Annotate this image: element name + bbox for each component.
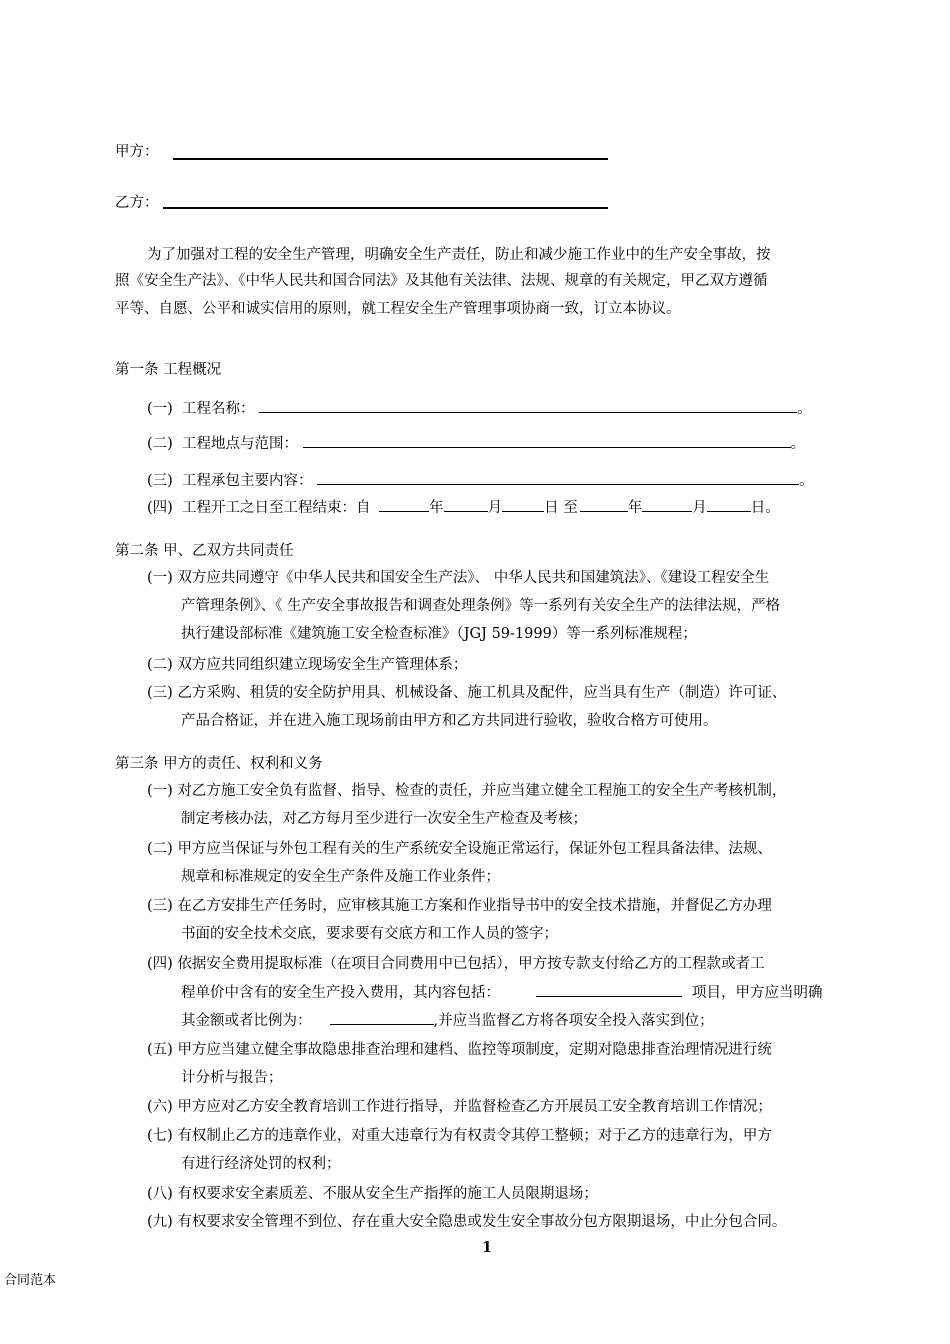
a2-item-1-line-1 [147,568,769,588]
amount-ratio-field[interactable] [330,1010,434,1025]
project-name-field[interactable] [259,398,797,413]
item-text: 有权制止乙方的违章作业，对重大违章行为有权责令其停工整顿；对于乙方的违章行为，甲方 [177,1128,772,1144]
day-label: 日 [544,500,559,516]
a2-item-2 [147,655,467,675]
item-text: 甲方应当建立健全事故隐患排查治理和建档、监控等项制度，定期对隐患排查治理情况进行统 [177,1042,772,1058]
a1-item-3 [147,470,814,491]
a3-item-5-line-2: 计分析与报告； [181,1070,283,1086]
project-location-label: 工程地点与范围： [182,436,299,452]
party-b-field[interactable] [163,207,608,209]
item-number: (二) [147,436,173,452]
item-text: 依据安全费用提取标准（在项目合同费用中已包括），甲方按专款支付给乙方的工程款或者工 [177,956,765,972]
start-month-field[interactable] [444,497,488,512]
a2-item-1-line-3: 执行建设部标准《建筑施工安全检查标准》（JGJ 59-1999）等一系列标准规程； [181,626,697,642]
a3-item-5-line-1 [147,1040,772,1060]
a3-item-9 [147,1212,786,1232]
a3-item-2-line-1 [147,839,772,859]
a3-item-3-line-1 [147,896,772,916]
a1-item-1 [147,398,812,419]
item-text: 甲方应对乙方安全教育培训工作进行指导，并监督检查乙方开展员工安全教育培训工作情况； [177,1099,772,1115]
item-number: (四) [147,500,173,516]
schedule-label: 工程开工之日至工程结束：自 [182,500,371,516]
item-text: 在乙方安排生产任务时，应审核其施工方案和作业指导书中的安全技术措施，并督促乙方办理 [177,898,772,914]
item-number: (三) [147,898,173,914]
year-label: 年 [429,500,444,516]
item-text: 项目，甲方应当明确 [692,985,823,1001]
item-number: (九) [147,1214,173,1230]
item-number: (一) [147,783,173,799]
contract-content-label: 工程承包主要内容： [182,473,313,489]
a3-item-1-line-1 [147,781,786,801]
preamble-line-3: 平等、自愿、公平和诚实信用的原则，就工程安全生产管理事项协商一致，订立本协议。 [115,301,681,317]
project-location-field[interactable] [303,433,791,448]
a3-item-4-line-2 [181,982,823,1003]
a1-item-2 [147,433,805,454]
item-text: 其金额或者比例为： [181,1013,312,1029]
item-number: (三) [147,685,173,701]
a3-item-8 [147,1184,598,1204]
party-b-label: 乙方： [115,195,159,211]
item-text: 乙方采购、租赁的安全防护用具、机械设备、施工机具及配件，应当具有生产（制造）许可证、 [177,685,787,701]
party-a-label: 甲方： [115,144,159,160]
item-number: (四) [147,956,173,972]
item-text: 有权要求安全管理不到位、存在重大安全隐患或发生安全事故分包方限期退场，中止分包合同。 [177,1214,787,1230]
item-text: 甲方应当保证与外包工程有关的生产系统安全设施正常运行，保证外包工程具备法律、法规、 [177,841,772,857]
period-mark: 。 [799,473,814,489]
a2-item-1-line-2: 产管理条例》、《 生产安全事故报告和调查处理条例》等一系列有关安全生产的法律法规，严格 [181,598,781,614]
end-day-field[interactable] [707,497,751,512]
a2-item-3-line-2: 产品合格证，并在进入施工现场前由甲方和乙方共同进行验收，验收合格方可使用。 [181,713,718,729]
safety-items-field[interactable] [536,982,682,997]
document-label: 合同范本 [4,1273,57,1288]
year-label: 年 [627,500,643,516]
item-text: 双方应共同组织建立现场安全生产管理体系； [177,657,468,673]
contract-content-field[interactable] [317,470,799,485]
day-label: 日。 [750,500,780,516]
a3-item-4-line-1 [147,954,765,974]
a3-item-7-line-2: 有进行经济处罚的权利； [181,1156,341,1172]
item-number: (八) [147,1186,173,1202]
article-3-title: 第三条 甲方的责任、权利和义务 [115,756,323,772]
item-text: 对乙方施工安全负有监督、指导、检查的责任，并应当建立健全工程施工的安全生产考核机制， [177,783,787,799]
item-number: (三) [147,473,173,489]
a3-item-7-line-1 [147,1126,772,1146]
item-number: (六) [147,1099,173,1115]
period-mark: 。 [790,436,806,452]
a3-item-4-line-3 [181,1010,714,1031]
item-text: 程单价中含有的安全生产投入费用，其内容包括： [181,985,500,1001]
item-number: (五) [147,1042,173,1058]
a3-item-6 [147,1097,772,1117]
article-1-title: 第一条 工程概况 [115,362,222,378]
page-number: 1 [482,1239,493,1256]
item-text: 双方应共同遵守《中华人民共和国安全生产法》、 中华人民共和国建筑法》、《建设工程安全生 [177,570,770,586]
end-month-field[interactable] [642,497,692,512]
a3-item-3-line-2: 书面的安全技术交底，要求要有交底方和工作人员的签字； [181,926,558,942]
to-label: 至 [563,500,578,516]
month-label: 月 [487,500,503,516]
item-number: (二) [147,841,173,857]
a3-item-2-line-2: 规章和标准规定的安全生产条件及施工作业条件； [181,869,500,885]
party-a-field[interactable] [173,158,608,160]
period-mark: 。 [797,401,812,417]
item-number: (一) [147,570,173,586]
item-number: (一) [147,401,173,417]
a3-item-1-line-2: 制定考核办法，对乙方每月至少进行一次安全生产检查及考核； [181,811,587,827]
article-2-title: 第二条 甲、乙双方共同责任 [115,543,294,559]
item-number: (二) [147,657,173,673]
project-name-label: 工程名称： [182,401,255,417]
end-year-field[interactable] [580,497,628,512]
preamble-line-2: 照《安全生产法》、《中华人民共和国合同法》及其他有关法律、法规、规章的有关规定，甲乙双方遵循 [115,273,768,289]
start-day-field[interactable] [502,497,544,512]
item-number: (七) [147,1128,173,1144]
item-text: ,并应当监督乙方将各项安全投入落实到位； [433,1013,714,1029]
a1-item-4 [147,497,780,518]
preamble-line-1: 为了加强对工程的安全生产管理，明确安全生产责任，防止和减少施工作业中的生产安全事故，按 [147,247,771,263]
a2-item-3-line-1 [147,683,786,703]
start-year-field[interactable] [379,497,429,512]
month-label: 月 [692,500,707,516]
item-text: 有权要求安全素质差、不服从安全生产指挥的施工人员限期退场； [177,1186,598,1202]
